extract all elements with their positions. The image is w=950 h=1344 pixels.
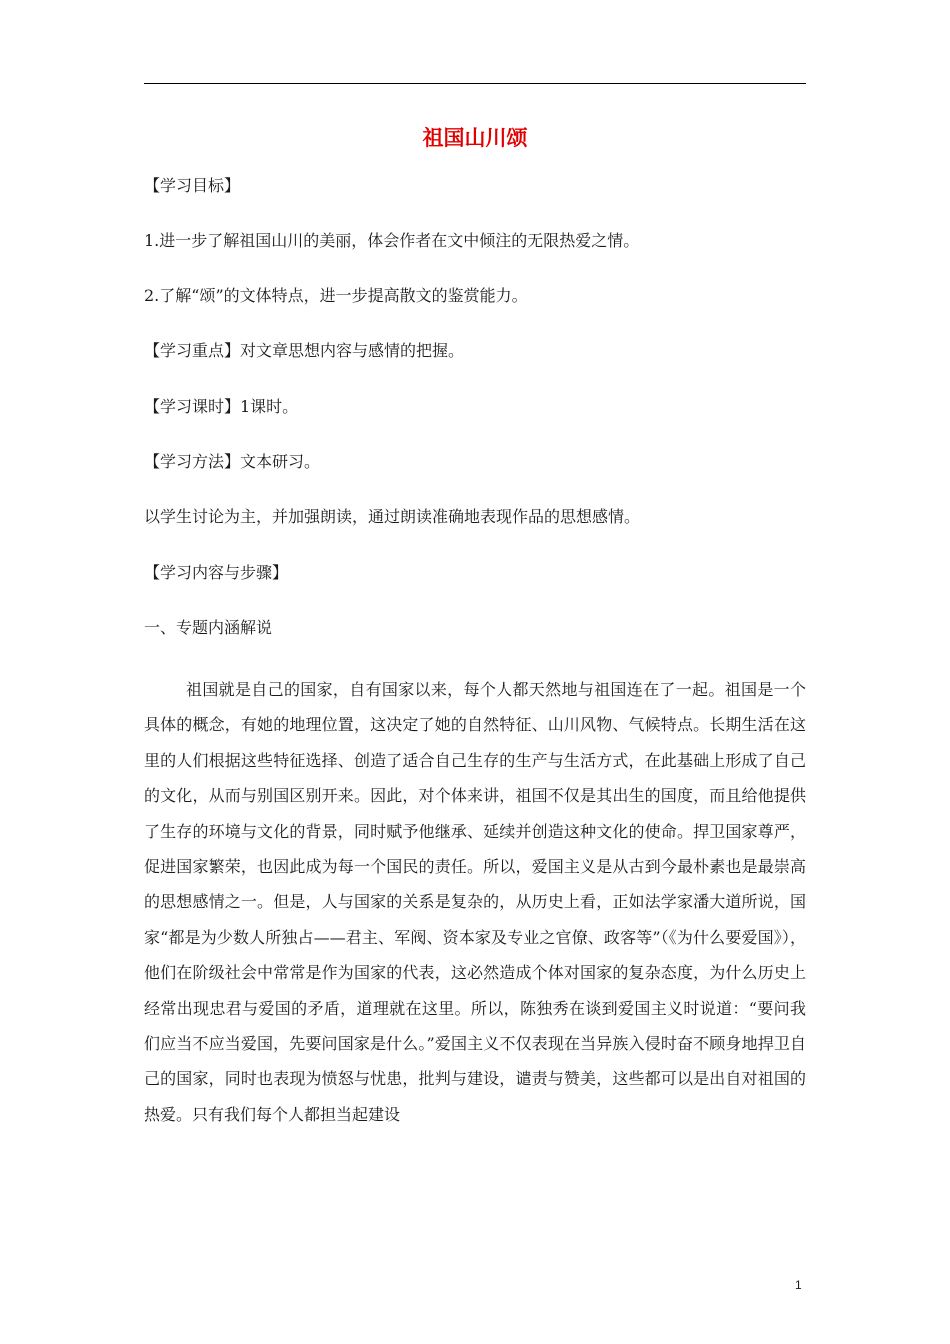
page-number: 1 xyxy=(795,1278,802,1292)
section-heading-content-steps: 【学习内容与步骤】 xyxy=(144,563,289,582)
body-paragraph: 祖国就是自己的国家，自有国家以来，每个人都天然地与祖国连在了一起。祖国是一个具体的概念，有她的地理位置，这决定了她的自然特征、山川风物、气候特点。长期生活在这里的人们根据这些特征选择、创造了适合自己生存的生产与生活方式，在此基础上形成了自己的文化，从而与别国区别开来。因此，对个体来讲，祖国不仅是其出生的国度，而且给他提供了生存的环境与文化的背景，同时赋予他继承、延续并创造这种文化的使命。捍卫国家尊严，促进国家繁荣，也因此成为每一个国民的责任。所以，爱国主义是从古到今最朴素也是最崇高的思想感情之一。但是，人与国家的关系是复杂的，从历史上看，正如法学家潘大道所说，国家“都是为少数人所独占——君主、军阀、资本家及专业之官僚、政客等”（《为什么要爱国》），他们在阶级社会中常常是作为国家的代表，这必然造成个体对国家的复杂态度，为什么历史上经常出现忠君与爱国的矛盾，道理就在这里。所以，陈独秀在谈到爱国主义时说道：“要问我们应当不应当爱国，先要问国家是什么。”爱国主义不仅表现在当异族入侵时奋不顾身地捍卫自己的国家，同时也表现为愤怒与忧患，批判与建设，谴责与赞美，这些都可以是出自对祖国的热爱。只有我们每个人都担当起建设 xyxy=(144,680,806,1124)
section-heading-objectives: 【学习目标】 xyxy=(144,176,241,195)
class-hours-line: 【学习课时】1课时。 xyxy=(144,397,299,416)
subsection-heading: 一、专题内涵解说 xyxy=(144,618,273,637)
objective-item-1: 1.进一步了解祖国山川的美丽，体会作者在文中倾注的无限热爱之情。 xyxy=(144,231,640,250)
key-points-line: 【学习重点】对文章思想内容与感情的把握。 xyxy=(144,341,465,360)
objective-item-2: 2.了解“颂”的文体特点，进一步提高散文的鉴赏能力。 xyxy=(144,286,528,305)
document-title: 祖国山川颂 xyxy=(422,125,528,150)
method-detail-line: 以学生讨论为主，并加强朗读，通过朗读准确地表现作品的思想感情。 xyxy=(144,507,641,526)
header-rule xyxy=(144,83,806,84)
study-method-line: 【学习方法】文本研习。 xyxy=(144,452,321,471)
